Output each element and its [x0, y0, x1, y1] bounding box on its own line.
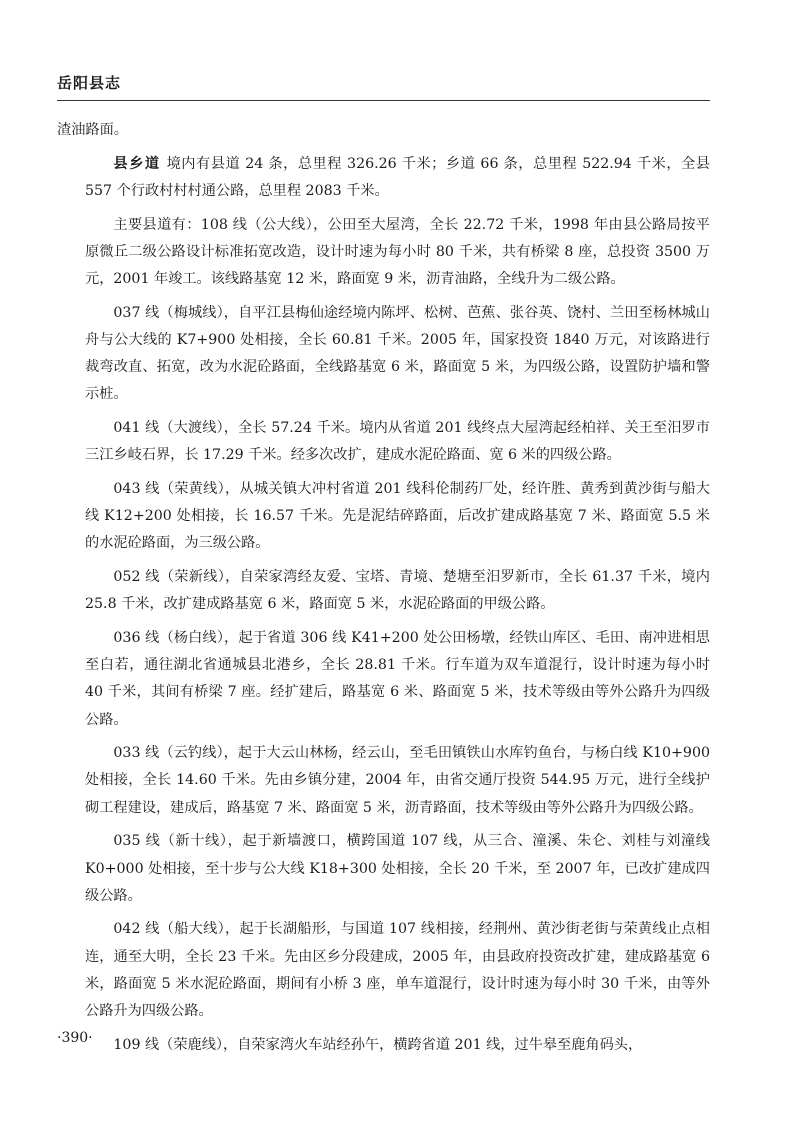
paragraph-route-035: 035 线（新十线），起于新墙渡口，横跨国道 107 线，从三合、潼溪、朱仑、刘桂与刘潼线 K0+000 处相接，至十步与公大线 K18+300 处相接，全长 20 千米，至 2007 年，已改扩建成四级公路。 [85, 833, 710, 904]
paragraph-route-036: 036 线（杨白线），起于省道 306 线 K41+200 处公田杨墩，经铁山库区、毛田、南冲进相思至白若，通往湖北省通城县北港乡，全长 28.81 千米。行车道为双车道混行，设计时速为每小时 40 千米，其间有桥梁 7 座。经扩建后，路基宽 6 米、路面宽 5 米，技术等级由等外公路升为四级公路。 [85, 629, 710, 728]
paragraph-route-052: 052 线（荣新线），自荣家湾经友爱、宝塔、青境、楚塘至汨罗新市，全长 61.37 千米，境内 25.8 千米，改扩建成路基宽 6 米，路面宽 5 米，水泥砼路面的甲级公路。 [85, 569, 710, 613]
paragraph-route-108: 主要县道有：108 线（公大线），公田至大屋湾，全长 22.72 千米，1998 年由县公路局按平原微丘二级公路设计标准拓宽改造，设计时速为每小时 80 千米，共有桥梁 8 座，总投资 3500 万元，2001 年竣工。该线路基宽 12 米，路面宽 9 米，沥青油路，全线升为二级公路。 [85, 216, 710, 288]
paragraph-county-township-roads [85, 151, 710, 205]
paragraph-route-043: 043 线（荣黄线），从城关镇大冲村省道 201 线科伦制药厂处，经许胜、黄秀到黄沙街与船大线 K12+200 处相接，长 16.57 千米。先是泥结碎路面，后改扩建成路基宽 7 米、路面宽 5.5 米的水泥砼路面，为三级公路。 [85, 480, 710, 552]
page-number: ·390· [57, 1030, 93, 1046]
paragraph-route-037: 037 线（梅城线），自平江县梅仙途经境内陈坪、松树、芭蕉、张谷英、饶村、兰田至杨林城山舟与公大线的 K7+900 处相接，全长 60.81 千米。2005 年，国家投资 1840 万元，对该路进行裁弯改直、拓宽，改为水泥砼路面，全线路基宽 6 米，路面宽 5 米，为四级公路，设置防护墙和警示桩。 [85, 304, 710, 403]
paragraph-route-033: 033 线（云钓线），起于大云山林杨，经云山，至毛田镇铁山水库钓鱼台，与杨白线 K10+900 处相接，全长 14.60 千米。先由乡镇分建，2004 年，由省交通厅投资 544.95 万元，进行全线护砌工程建设，建成后，路基宽 7 米、路面宽 5 米，沥青路面，技术等级由等外公路升为四级公路。 [85, 745, 710, 816]
running-header-title: 岳阳县志 [57, 74, 122, 92]
paragraph-continued: 渣油路面。 [57, 122, 128, 138]
paragraph-text: 境内有县道 24 条，总里程 326.26 千米；乡道 66 条，总里程 522.94 千米，全县 557 个行政村村村通公路，总里程 2083 千米。 [85, 155, 710, 199]
header-rule [57, 100, 710, 101]
paragraph-route-109: 109 线（荣鹿线），自荣家湾火车站经孙午，横跨省道 201 线，过牛皋至鹿角码头， [113, 1036, 643, 1053]
paragraph-route-042: 042 线（船大线），起于长湖船形，与国道 107 线相接，经荆州、黄沙街老街与荣黄线止点相连，通至大明，全长 23 千米。先由区乡分段建成，2005 年，由县政府投资改扩建，建成路基宽 6 米，路面宽 5 米水泥砼路面，期间有小桥 3 座，单车道混行，设计时速为每小时 30 千米，由等外公路升为四级公路。 [85, 921, 710, 1020]
section-lead-term: 县乡道 [113, 155, 161, 172]
paragraph-route-041: 041 线（大渡线），全长 57.24 千米。境内从省道 201 线终点大屋湾起经柏祥、关王至汨罗市三江乡岐石界，长 17.29 千米。经多次改扩，建成水泥砼路面、宽 6 米的四级公路。 [85, 420, 710, 464]
